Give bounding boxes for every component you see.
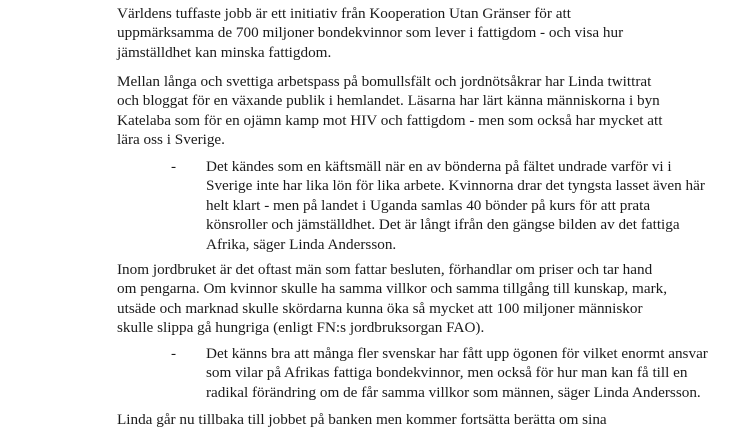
bullet-text <box>206 344 708 402</box>
paragraph-line: Katelaba som för en ojämn kamp mot HIV och fattigdom - men som också har mycket att <box>117 111 663 129</box>
paragraph-line: som vilar på Afrikas fattiga bondekvinnor, men också för hur man kan få till en <box>206 364 688 382</box>
paragraph-line: helt klart - men på landet i Uganda samlas 40 bönder på kurs för att prata <box>206 196 651 214</box>
paragraph-line: skulle slippa gå hungriga (enligt FN:s jordbruksorgan FAO). <box>117 319 485 337</box>
bullet-text <box>206 157 705 254</box>
paragraph-linda-blog <box>117 72 663 150</box>
paragraph-line: Inom jordbruket är det oftast män som fattar besluten, förhandlar om priser och tar hand <box>117 261 653 278</box>
paragraph-line: könsroller och jämställdhet. Det är långt ifrån den gängse bilden av det fattiga <box>206 216 680 234</box>
paragraph-line: radikal förändring om de får samma villkor som männen, säger Linda Andersson. <box>206 383 701 401</box>
paragraph-line: jämställdhet kan minska fattigdom. <box>117 43 332 61</box>
paragraph-line: Världens tuffaste jobb är ett initiativ från Kooperation Utan Gränser för att <box>117 5 571 22</box>
paragraph-line: Afrika, säger Linda Andersson. <box>206 235 397 253</box>
paragraph-intro <box>117 4 637 62</box>
paragraph-agriculture <box>117 260 668 338</box>
bullet-dash: - <box>171 158 177 175</box>
paragraph-line: Mellan långa och svettiga arbetspass på bomullsfält och jordnötsåkrar har Linda twittrat <box>117 73 652 90</box>
paragraph-line: och bloggat för en växande publik i hemlandet. Läsarna har lärt känna människorna i byn <box>117 92 660 110</box>
paragraph-line: utsäde och marknad skulle skördarna kunna öka så mycket att 100 miljoner människor <box>117 299 643 317</box>
paragraph-line: om pengarna. Om kvinnor skulle ha samma villkor och samma tillgång till kunskap, mark, <box>117 280 668 298</box>
paragraph-line: Sverige inte har lika lön för lika arbete. Kvinnorna drar det tyngsta lasset även här <box>206 177 705 195</box>
bullet-dash: - <box>171 345 177 362</box>
paragraph-line: lära oss i Sverige. <box>117 131 225 149</box>
paragraph-line: uppmärksamma de 700 miljoner bondekvinnor som lever i fattigdom - och visa hur <box>117 24 624 42</box>
paragraph-line: Det kändes som en käftsmäll när en av bönderna på fältet undrade varför vi i <box>206 158 672 175</box>
paragraph-line: Linda går nu tillbaka till jobbet på banken men kommer fortsätta berätta om sina <box>117 411 607 428</box>
paragraph-outro <box>117 410 637 429</box>
paragraph-line: Det känns bra att många fler svenskar har fått upp ögonen för vilket enormt ansvar <box>206 345 708 362</box>
